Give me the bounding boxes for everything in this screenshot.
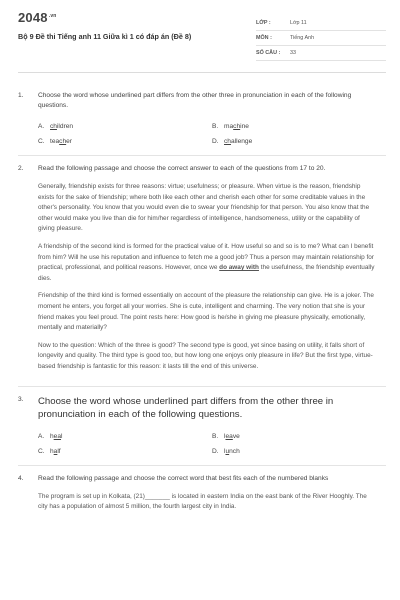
question-prompt: Choose the word whose underlined part differs from the other three in pronunciation in each of the following questions. [38,92,352,109]
question-4 [18,474,386,520]
option-letter: D. [212,138,219,145]
option-text: l [224,432,226,440]
option-text: h [50,432,54,440]
question-divider [18,386,386,387]
underlined-part: ea [53,432,62,440]
question-divider [18,155,386,156]
underlined-part: ch [50,123,57,130]
header-divider [18,72,386,73]
site-logo[interactable] [18,10,248,25]
reading-passage [38,182,376,373]
meta-value: Tiếng Anh [290,35,315,41]
underlined-part: ch [59,138,67,145]
option-letter: B. [212,123,219,130]
question-number: 2. [18,165,24,172]
question-prompt: Read the following passage and choose the correct word that best fits each of the numbered blanks [38,474,329,482]
option-text: tea [50,138,60,145]
option-letter: A. [38,432,45,440]
meta-label: LỚP : [256,20,271,26]
option-a[interactable] [38,433,212,440]
option-text: lf [57,447,61,455]
question-divider [18,465,386,466]
brand-block [18,10,248,68]
question-3-options [38,433,386,455]
paragraph-text: is located in eastern India on the east bank of the River Hooghly. The city has a population of almost 5 million, the fourth largest city in India. [38,492,367,511]
question-1 [18,91,386,111]
blank-21: _______ [144,492,170,500]
option-text: ildren [56,123,74,130]
option-text: ma [224,123,234,130]
passage-paragraph: Generally, friendship exists for three reasons: virtue; usefulness; or pleasure. When virtue is the reason, friendship exists for the sake of friendship; where both like each other and cherish each other for some creditable values in the other's personality. You know that you would even die to swear your friendship for that person. You also know that the other would make you live than die for him/her regardless of intelligence, handsomeness, utility or the capability of giving pleasure. [38,183,370,233]
option-text: er [66,138,73,145]
paragraph-text: the usefulness, the friendship eventually dies. [38,264,375,282]
question-body [38,474,386,520]
underlined-part: ea [225,432,233,440]
option-c[interactable] [38,448,212,455]
paragraph-text: A friendship of the second kind is formed for the practical value of it. How useful so and so is to me? What can I benefit from him? Will he use his reputation and influence to fetch me a good job? Thus a person may maintain relationship for practical, professional, and political reasons. However, once we [38,242,374,272]
option-text: allenge [230,138,253,145]
meta-table [256,16,386,68]
option-text: l [61,432,63,440]
underlined-part: a [53,447,58,455]
meta-label: MÔN : [256,35,272,41]
logo-suffix: .vn [48,12,57,19]
option-letter: D. [212,447,219,455]
option-c[interactable] [38,138,212,145]
question-body [38,164,386,380]
meta-row-class [256,16,386,31]
reading-passage [38,492,376,513]
option-b[interactable] [212,123,386,130]
option-text: h [50,447,54,455]
question-1-options [38,123,386,145]
option-text: nch [229,447,240,455]
meta-row-subject [256,31,386,46]
question-number: 4. [18,474,24,482]
option-a[interactable] [38,123,212,130]
page-header [18,10,386,68]
question-prompt: Read the following passage and choose the correct answer to each of the questions from 17 to 20. [38,165,326,172]
passage-paragraph [38,242,376,284]
passage-paragraph: Now to the question: Which of the three is good? The second type is good, yet since basing on utility, it falls short of longevity and quality. The third type is good too, but how long one enjoys only pleasure in life? But the first type, virtue-based friendship is fantastic for this reason: it lasts till the end of this universe. [38,341,373,370]
passage-paragraph [38,492,376,513]
passage-paragraph: Friendship of the third kind is formed essentially on account of the pleasure the relationship can give. He is a joker. The moment he enters, you forget all your worries. She is cute, intelligent and charming. The very notion that she is your friend makes you feel proud. The point rests here: How good is he/she in giving me pleasure physically, emotionally, mentally and materially? [38,292,374,332]
question-number: 1. [18,92,24,99]
option-letter: B. [212,432,219,440]
meta-value: Lớp 11 [290,20,307,26]
option-letter: C. [38,447,45,455]
option-d[interactable] [212,138,386,145]
question-number: 3. [18,395,24,403]
meta-row-count [256,46,386,61]
option-text: l [224,447,226,455]
option-d[interactable] [212,448,386,455]
paragraph-text: The program is set up in Kolkata, (21) [38,492,145,500]
document-title: Bộ 9 Đề thi Tiếng anh 11 Giữa kì 1 có đáp án (Đề 8) [18,32,192,41]
option-letter: C. [38,138,45,145]
underlined-phrase: do away with [219,264,259,272]
meta-value: 33 [290,50,296,56]
logo-text: 2048 [18,10,48,25]
meta-label: SỐ CÂU : [256,50,281,56]
underlined-part: ch [233,123,241,130]
question-prompt: Choose the word whose underlined part differs from the other three in pronunciation in each of the following questions. [38,395,334,420]
option-text: ve [232,432,240,440]
option-b[interactable] [212,433,386,440]
option-text: ine [240,123,249,130]
underlined-part: ch [224,138,231,145]
question-2 [18,164,386,380]
question-3 [18,395,386,421]
underlined-part: u [225,447,230,455]
option-letter: A. [38,123,45,130]
